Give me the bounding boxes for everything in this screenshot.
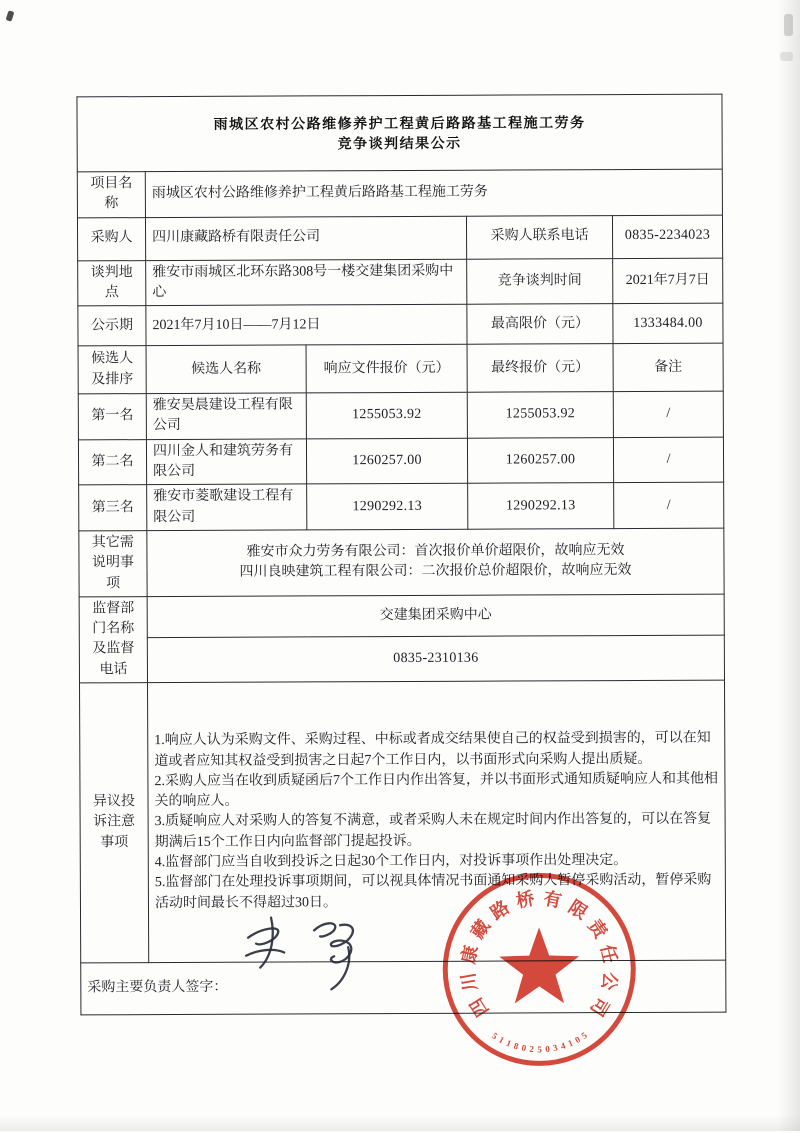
publicity-period-label: 公示期	[78, 306, 146, 346]
svg-text:公: 公	[597, 970, 621, 992]
objection-item: 2.采购人应当在收到质疑函后7个工作日内作出答复，并以书面形式通知质疑响应人和其他相关的响应人。	[154, 771, 718, 810]
candidates-header-final-price: 最终报价（元）	[467, 344, 613, 393]
candidate-row-2	[78, 437, 723, 485]
svg-text:藏: 藏	[467, 916, 494, 943]
max-price-label: 最高限价（元）	[467, 304, 613, 345]
publicity-period-value: 2021年7月10日——7月12日	[146, 304, 467, 345]
candidate-row-3	[79, 482, 724, 530]
svg-text:责: 责	[584, 915, 611, 942]
candidate-row-1	[78, 391, 723, 439]
svg-text:司: 司	[586, 993, 613, 1020]
objection-content	[148, 680, 726, 966]
negotiation-time-label: 竞争谈判时间	[467, 258, 613, 304]
svg-text:8: 8	[512, 1040, 520, 1052]
candidate-doc-price: 1260257.00	[306, 438, 467, 484]
objection-item: 1.响应人认为采购文件、采购过程、中标或者成交结果使自己的权益受到损害的，可以在知道或者应知其权益受到损害之日起7个工作日内，以书面形式向采购人提出质疑。	[154, 730, 711, 769]
candidate-remark: /	[613, 391, 723, 437]
objection-label: 异议投诉注意事项	[80, 683, 149, 963]
other-notes-content	[147, 528, 724, 596]
svg-text:路: 路	[486, 896, 514, 924]
svg-text:5: 5	[537, 1044, 542, 1055]
supervision-label: 监督部门名称及监督电话	[79, 596, 147, 682]
max-price-value: 1333484.00	[613, 303, 723, 343]
candidate-final-price: 1290292.13	[468, 483, 614, 529]
svg-text:有: 有	[541, 888, 564, 912]
svg-text:桥: 桥	[514, 888, 537, 912]
other-note-line: 四川良映建筑工程有限公司：二次报价总价超限价，故响应无效	[239, 563, 632, 581]
project-name-value: 雨城区农村公路维修养护工程黄后路路基工程施工劳务	[145, 169, 722, 217]
supervision-phone: 0835-2310136	[147, 635, 724, 682]
negotiation-time-value: 2021年7月7日	[613, 258, 723, 304]
candidate-final-price: 1255053.92	[467, 392, 613, 438]
svg-text:2: 2	[528, 1043, 535, 1055]
svg-text:康: 康	[458, 943, 482, 966]
signature-row	[81, 960, 726, 1015]
candidate-name: 雅安昊晨建设工程有限公司	[146, 393, 306, 439]
candidate-rank: 第二名	[78, 439, 146, 485]
scan-speck	[784, 14, 793, 36]
objection-item: 5.监督部门在处理投诉事项期间，可以视具体情况书面通知采购人暂停采购活动，暂停采购活动时间最长不得超过30日。	[154, 872, 712, 911]
svg-text:3: 3	[552, 1042, 559, 1054]
candidates-header-doc-price: 响应文件报价（元）	[306, 344, 467, 393]
svg-text:1: 1	[566, 1037, 575, 1049]
candidate-name: 四川金人和建筑劳务有限公司	[146, 439, 306, 485]
page-title	[77, 94, 722, 172]
scan-speck	[780, 52, 793, 61]
candidates-header-name: 候选人名称	[146, 345, 306, 394]
negotiation-location-value: 雅安市雨城区北环东路308号一楼交建集团采购中心	[146, 259, 467, 306]
candidate-name: 雅安市菱歌建设工程有限公司	[147, 484, 307, 530]
svg-text:5: 5	[490, 1030, 500, 1042]
svg-text:限: 限	[565, 896, 591, 924]
purchaser-value: 四川康藏路桥有限责任公司	[145, 216, 466, 260]
project-name-label: 项目名称	[77, 172, 145, 218]
supervision-name: 交建集团采购中心	[147, 594, 724, 638]
title-line-2: 竞争谈判结果公示	[337, 134, 462, 152]
other-notes-label: 其它需说明事项	[79, 531, 147, 597]
notice-table	[76, 94, 726, 1016]
purchaser-phone-value: 0835-2234023	[612, 215, 722, 258]
svg-text:1: 1	[504, 1037, 513, 1049]
svg-text:0: 0	[573, 1034, 582, 1046]
candidate-remark: /	[614, 482, 724, 528]
objection-item: 3.质疑响应人对采购人的答复不满意，或者采购人未在规定时间内作出答复的，可以在答复期满后15个工作日内向监督部门提起投诉。	[154, 812, 712, 850]
svg-text:四: 四	[465, 994, 493, 1021]
candidate-doc-price: 1290292.13	[307, 484, 468, 530]
title-line-1: 雨城区农村公路维修养护工程黄后路路基工程施工劳务	[213, 113, 586, 132]
svg-text:任: 任	[596, 942, 621, 965]
candidate-final-price: 1260257.00	[467, 437, 613, 483]
candidate-remark: /	[613, 437, 723, 483]
svg-text:1: 1	[497, 1034, 506, 1046]
objection-item: 4.监督部门应当自收到投诉之日起30个工作日内，对投诉事项作出处理决定。	[154, 852, 628, 871]
svg-text:川: 川	[457, 971, 481, 993]
svg-text:0: 0	[520, 1042, 528, 1054]
svg-text:5: 5	[579, 1030, 589, 1041]
svg-text:0: 0	[544, 1043, 551, 1055]
candidate-doc-price: 1255053.92	[306, 392, 467, 438]
signature-label: 采购主要负责人签字：	[87, 980, 228, 996]
candidate-rank: 第一名	[78, 394, 146, 440]
candidates-header-remark: 备注	[613, 343, 723, 391]
other-note-line: 雅安市众力劳务有限公司：首次报价单价超限价，故响应无效	[246, 543, 625, 560]
stamp-serial-number	[490, 1030, 589, 1055]
candidates-header-rank: 候选人及排序	[78, 346, 146, 394]
negotiation-location-label: 谈判地点	[78, 260, 146, 306]
svg-text:4: 4	[559, 1040, 567, 1052]
candidate-rank: 第三名	[79, 485, 147, 531]
purchaser-label: 采购人	[77, 217, 145, 260]
purchaser-phone-label: 采购人联系电话	[466, 215, 612, 259]
